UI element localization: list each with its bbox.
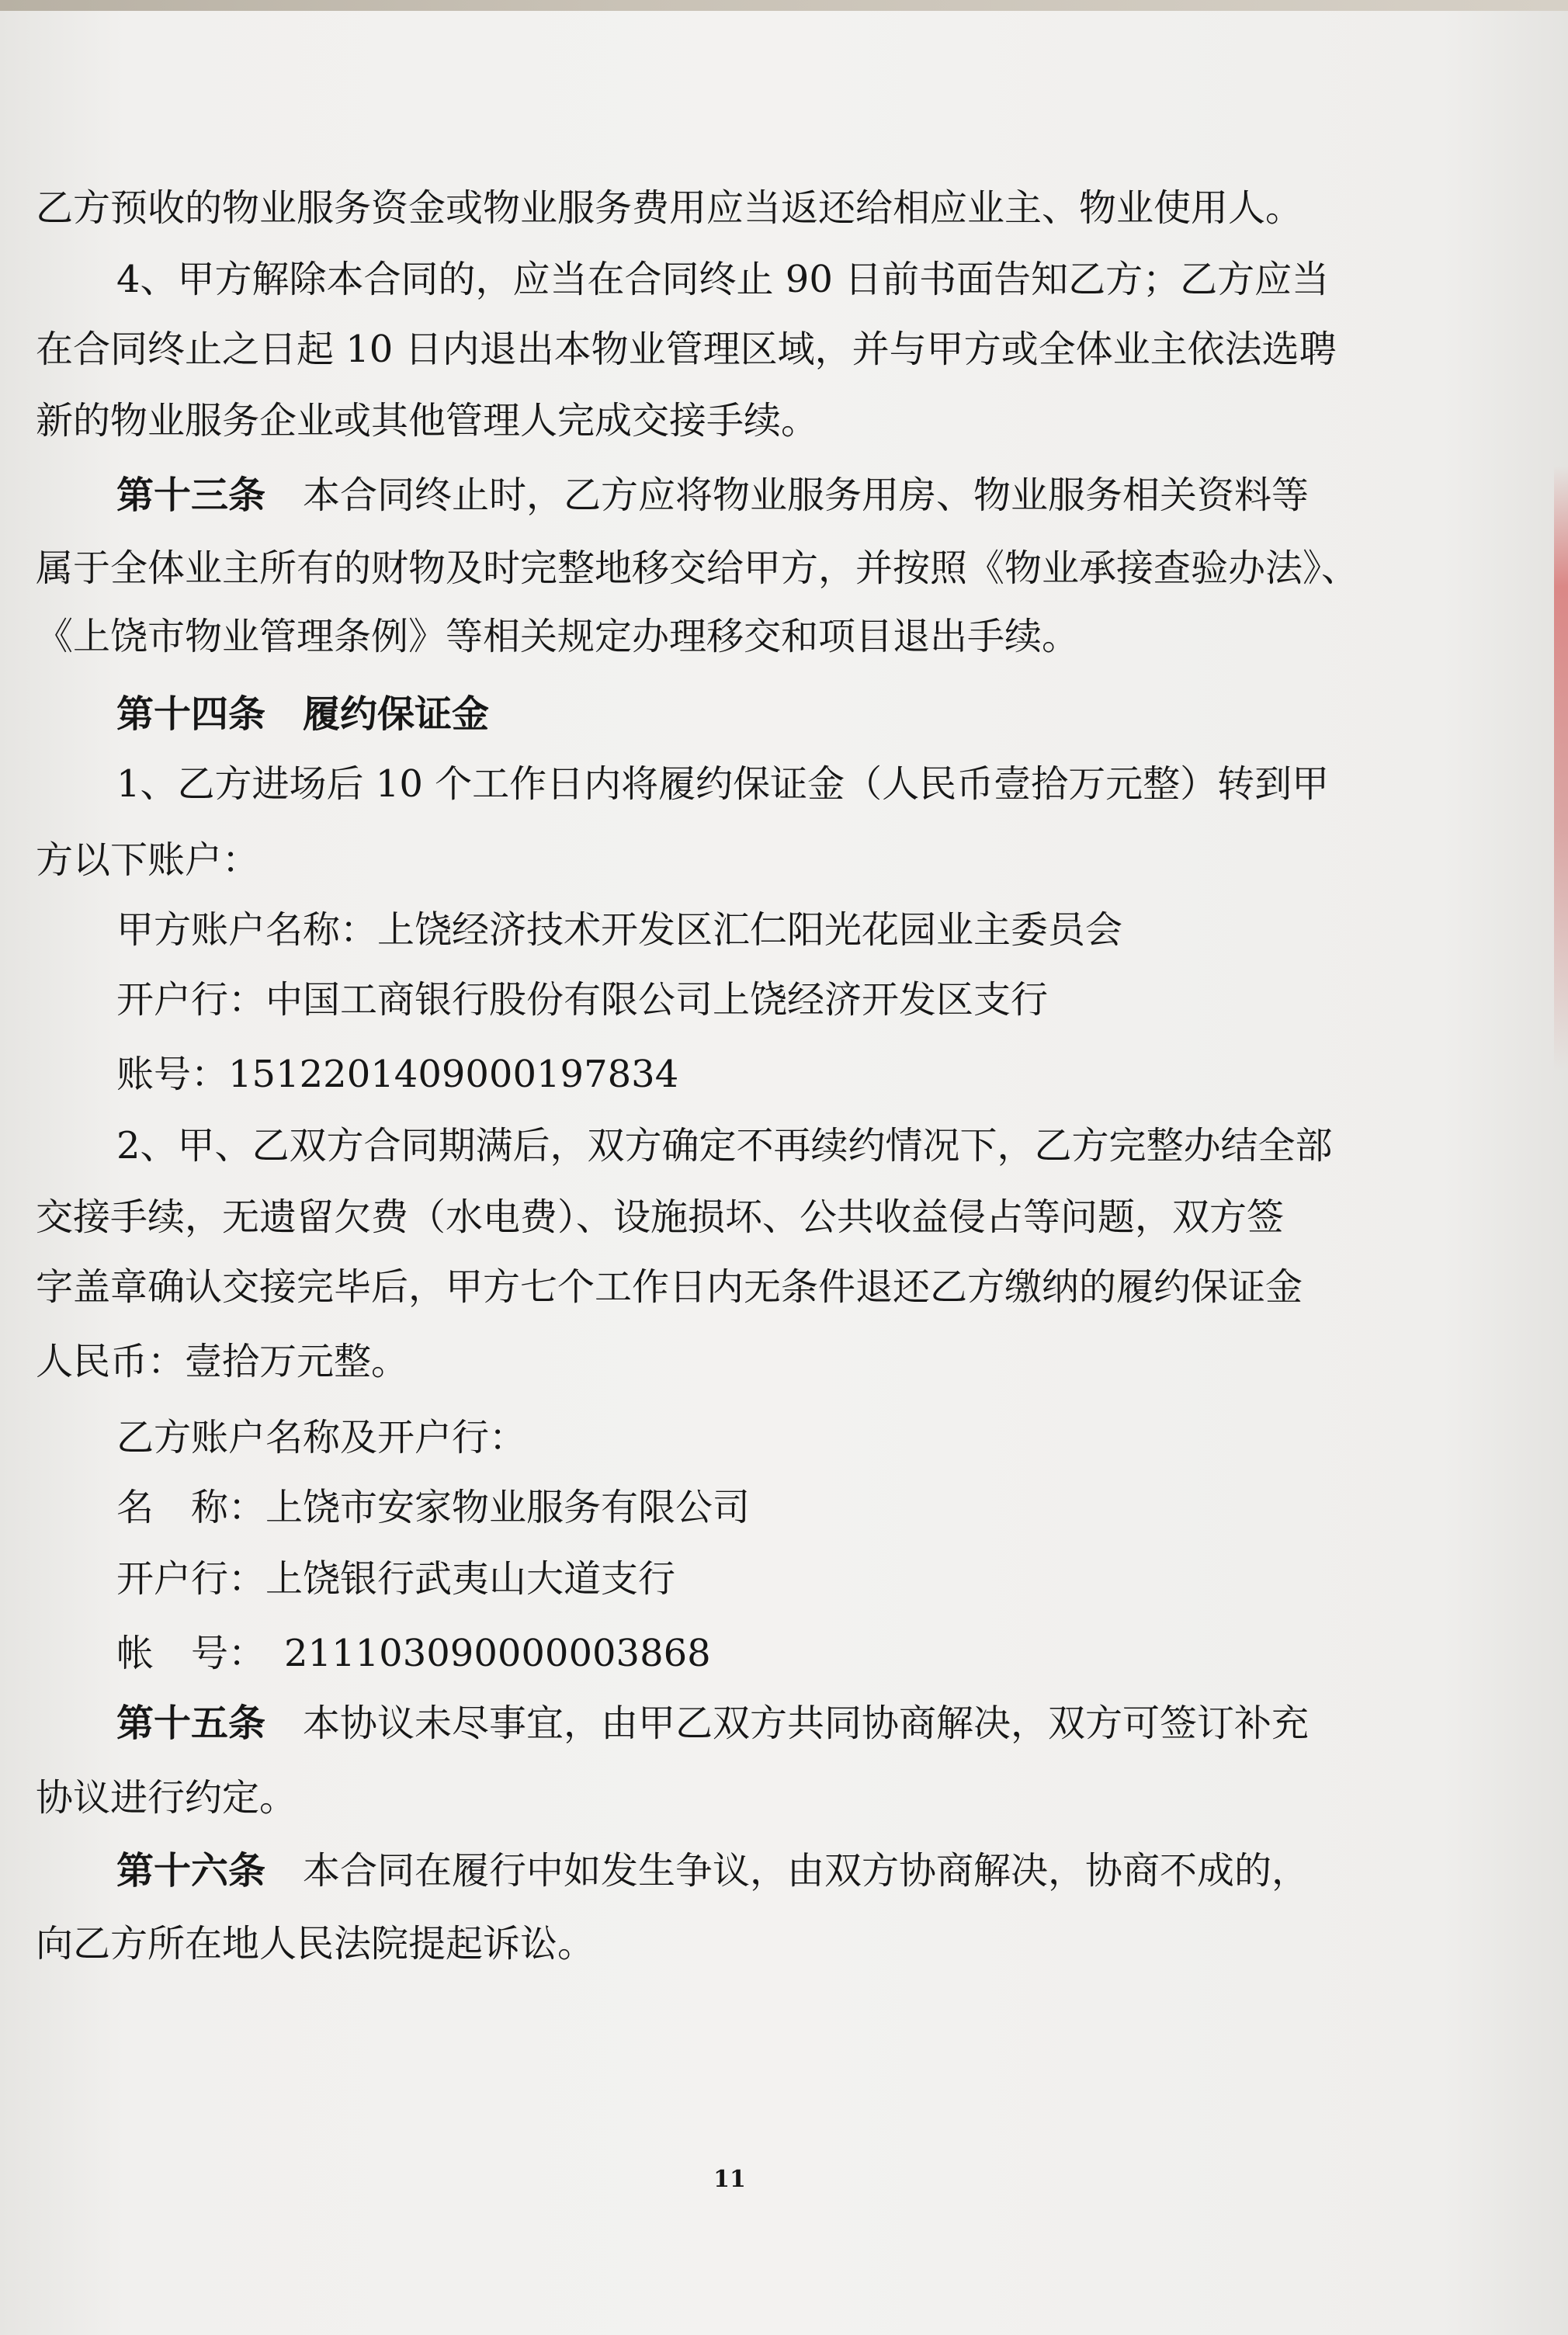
- text-line: 账号：1512201409000197834: [116, 1053, 679, 1096]
- text-line: 属于全体业主所有的财物及时完整地移交给甲方，并按照《物业承接查验办法》、: [36, 546, 1359, 590]
- clause-heading: 第十四条: [116, 692, 266, 736]
- clause-text: 本合同终止时，乙方应将物业服务用房、物业服务相关资料等: [303, 474, 1310, 517]
- text-line: 名 称：上饶市安家物业服务有限公司: [116, 1486, 751, 1529]
- clause-14-line: [116, 691, 1568, 737]
- clause-text: 本合同在履行中如发生争议，由双方协商解决，协商不成的，: [303, 1849, 1310, 1893]
- clause-heading: 第十三条: [116, 474, 266, 517]
- clause-text: 本协议未尽事宜，由甲乙双方共同协商解决，双方可签订补充: [303, 1702, 1310, 1745]
- text-line: 帐 号： 211103090000003868: [116, 1632, 711, 1675]
- text-line: 人民币：壹拾万元整。: [36, 1340, 409, 1383]
- text-line: 交接手续，无遗留欠费（水电费）、设施损坏、公共收益侵占等问题，双方签: [36, 1195, 1285, 1239]
- clause-16-line: [116, 1848, 1568, 1894]
- text-line: 4、甲方解除本合同的，应当在合同终止 90 日前书面告知乙方；乙方应当: [116, 258, 1330, 301]
- text-line: 乙方账户名称及开户行：: [116, 1416, 527, 1459]
- clause-heading: 第十六条: [116, 1849, 266, 1893]
- text-line: 字盖章确认交接完毕后，甲方七个工作日内无条件退还乙方缴纳的履约保证金: [36, 1265, 1303, 1309]
- text-line: 乙方预收的物业服务资金或物业服务费用应当返还给相应业主、物业使用人。: [36, 186, 1303, 230]
- text-line: 新的物业服务企业或其他管理人完成交接手续。: [36, 399, 819, 442]
- scan-top-edge: [0, 0, 1568, 11]
- clause-text: 履约保证金: [303, 692, 490, 736]
- text-line: 在合同终止之日起 10 日内退出本物业管理区域，并与甲方或全体业主依法选聘: [36, 328, 1337, 371]
- text-line: 《上饶市物业管理条例》等相关规定办理移交和项目退出手续。: [36, 615, 1080, 658]
- text-line: 甲方账户名称：上饶经济技术开发区汇仁阳光花园业主委员会: [116, 908, 1123, 952]
- text-line: 2、甲、乙双方合同期满后，双方确定不再续约情况下，乙方完整办结全部: [116, 1124, 1333, 1168]
- clause-15-line: [116, 1700, 1568, 1747]
- text-line: 方以下账户：: [36, 838, 260, 882]
- page-number: 11: [713, 2166, 746, 2193]
- text-line: 开户行：中国工商银行股份有限公司上饶经济开发区支行: [116, 978, 1049, 1022]
- text-line: 协议进行约定。: [36, 1776, 297, 1820]
- text-line: 开户行：上饶银行武夷山大道支行: [116, 1557, 676, 1601]
- text-line: 1、乙方进场后 10 个工作日内将履约保证金（人民币壹拾万元整）转到甲: [116, 762, 1330, 806]
- clause-13-line: [116, 472, 1568, 519]
- text-line: 向乙方所在地人民法院提起诉讼。: [36, 1922, 595, 1965]
- clause-heading: 第十五条: [116, 1702, 266, 1745]
